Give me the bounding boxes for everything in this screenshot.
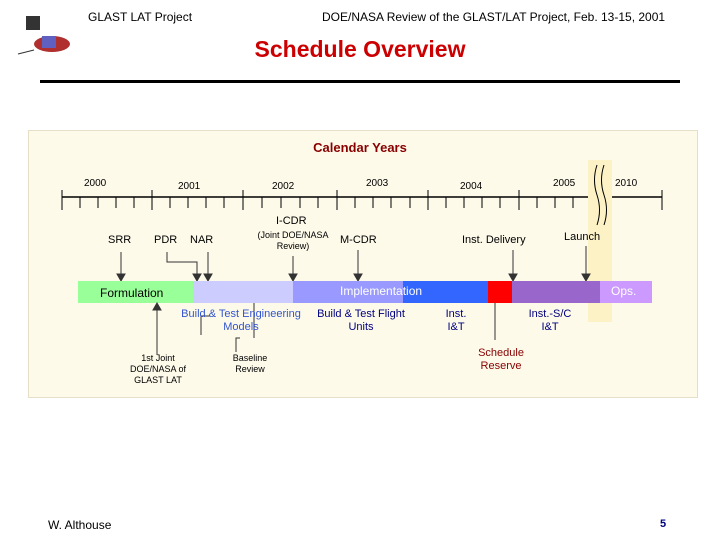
milestone-pdr: PDR bbox=[154, 234, 178, 246]
phase-implementation: Implementation bbox=[340, 284, 423, 298]
note-inst-it: Inst. I&T bbox=[445, 308, 467, 333]
year-label: 2001 bbox=[178, 181, 201, 192]
sc-integration-bar bbox=[512, 281, 612, 303]
milestone-icdr: I-CDR bbox=[276, 215, 307, 227]
page-title: Schedule Overview bbox=[254, 36, 466, 62]
milestone-srr: SRR bbox=[108, 234, 132, 246]
milestone-icdr-note: (Joint DOE/NASA Review) bbox=[257, 230, 329, 251]
page-number: 5 bbox=[660, 518, 667, 530]
note-schedule-reserve: Schedule Reserve bbox=[478, 347, 524, 372]
note-first-joint-review: 1st Joint DOE/NASA of GLAST LAT bbox=[129, 353, 187, 385]
year-label: 2003 bbox=[366, 178, 389, 189]
year-label: 2004 bbox=[460, 181, 483, 192]
engineering-model-bar bbox=[193, 281, 293, 303]
schedule-reserve-bar bbox=[488, 281, 512, 303]
year-label: 2002 bbox=[272, 181, 295, 192]
review-title: DOE/NASA Review of the GLAST/LAT Project, Feb. 13-15, 2001 bbox=[322, 10, 666, 24]
phase-formulation: Formulation bbox=[100, 286, 164, 300]
milestone-nar: NAR bbox=[190, 234, 214, 246]
calendar-title: Calendar Years bbox=[313, 140, 407, 155]
timeline-axis bbox=[62, 190, 662, 210]
year-label: 2005 bbox=[553, 178, 576, 189]
milestone-arrows bbox=[117, 246, 590, 281]
author-name: W. Althouse bbox=[48, 518, 112, 532]
note-inst-sc-it: Inst.-S/C I&T bbox=[528, 308, 572, 333]
milestone-inst-delivery: Inst. Delivery bbox=[462, 234, 526, 246]
note-baseline-review: Baseline Review bbox=[232, 353, 268, 374]
note-build-engineering-models: Build & Test Engineering Models bbox=[181, 308, 301, 333]
milestone-mcdr: M-CDR bbox=[340, 234, 377, 246]
year-label: 2000 bbox=[84, 178, 107, 189]
milestone-launch: Launch bbox=[564, 231, 601, 243]
note-build-flight-units: Build & Test Flight Units bbox=[317, 308, 405, 333]
year-label: 2010 bbox=[615, 178, 638, 189]
phase-ops: Ops. bbox=[611, 284, 637, 298]
project-name: GLAST LAT Project bbox=[88, 10, 193, 24]
